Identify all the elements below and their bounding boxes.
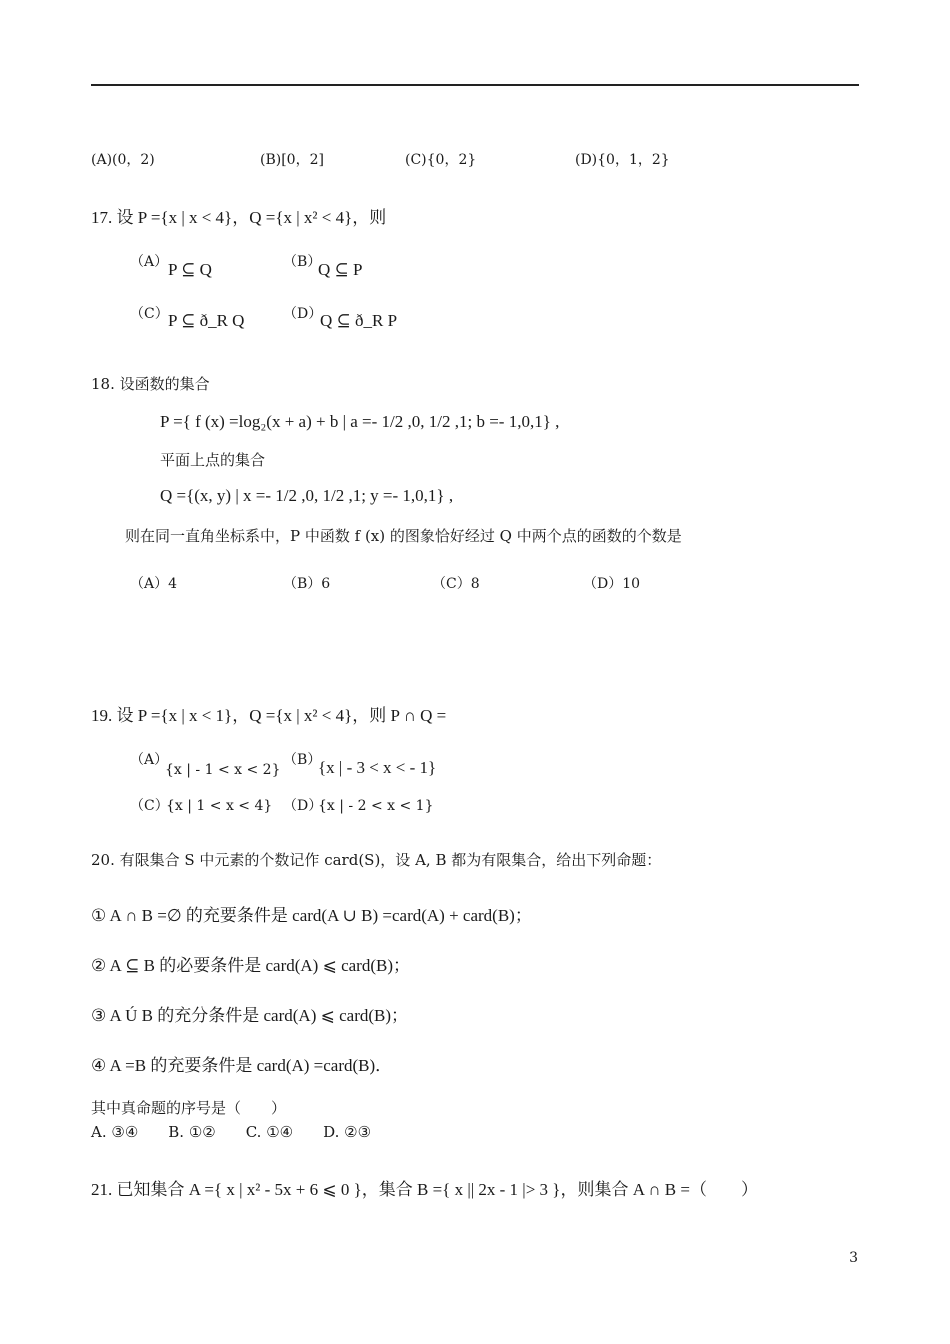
q19-d-label: （D） <box>283 798 323 814</box>
q20-proposition-1: ① A ∩ B =∅ 的充要条件是 card(A ∪ B) =card(A) + card(B)； <box>91 906 532 925</box>
q19-b-label: （B） <box>283 752 322 768</box>
q20-proposition-3: ③ A Ú B 的充分条件是 card(A) ⩽ card(B)； <box>91 1006 409 1025</box>
q18-option-a: （A）4 <box>130 576 178 592</box>
q18-option-b: （B）6 <box>283 576 331 592</box>
q19-option-b: {x | - 3 < x < - 1} <box>318 758 437 777</box>
q20-proposition-4: ④ A =B 的充要条件是 card(A) =card(B)． <box>91 1056 393 1075</box>
q17-d-label: （D） <box>283 306 323 322</box>
q18-q-set: Q ={(x, y) | x =- 1/2 ,0, 1/2 ,1; y =- 1,0,1} , <box>160 486 454 505</box>
page-number: 3 <box>849 1250 858 1266</box>
header-rule <box>91 84 859 86</box>
q18-p-set: P ={ f (x) =log₂(x + a) + b | a =- 1/2 ,0, 1/2 ,1; b =- 1,0,1} , <box>160 412 560 431</box>
q17-option-a: P ⊆ Q <box>168 260 212 279</box>
q16-option-a: (A)(0，2) <box>91 152 155 168</box>
q17-option-c: P ⊆ ð_R Q <box>168 311 245 330</box>
q17-option-d: Q ⊆ ð_R P <box>320 311 398 330</box>
q18-option-d: （D）10 <box>583 576 641 592</box>
q19-option-d: {x | - 2 < x < 1} <box>318 798 434 814</box>
q20-stem: 20. 有限集合 S 中元素的个数记作 card(S)，设 A, B 都为有限集合，给出下列命题： <box>91 851 662 869</box>
q17-stem: 17. 设 P ={x | x < 4}，Q ={x | x² < 4}，则 <box>91 208 387 227</box>
q21-stem: 21. 已知集合 A ={ x | x² - 5x + 6 ⩽ 0 }，集合 B ={ x || 2x - 1 |> 3 }，则集合 A ∩ B =（ ） <box>91 1180 758 1199</box>
q18-stem: 18. 设函数的集合 <box>91 375 210 393</box>
q16-option-c: (C){0，2} <box>405 152 477 168</box>
q19-option-a: {x | - 1 < x < 2} <box>165 762 281 778</box>
q19-c-label: （C） <box>130 798 169 814</box>
q17-option-b: Q ⊆ P <box>318 260 363 279</box>
q17-a-label: （A） <box>130 254 169 270</box>
q18-plane-text: 平面上点的集合 <box>160 451 266 469</box>
q20-question: 其中真命题的序号是（ ） <box>91 1099 287 1117</box>
q19-stem: 19. 设 P ={x | x < 1}，Q ={x | x² < 4}，则 P ∩ Q = <box>91 706 447 725</box>
q16-option-d: (D){0，1，2} <box>575 152 670 168</box>
q19-a-label: （A） <box>130 752 169 768</box>
q16-option-b: (B)[0，2] <box>260 152 324 168</box>
q17-b-label: （B） <box>283 254 322 270</box>
q18-question: 则在同一直角坐标系中，P 中函数 f (x) 的图象恰好经过 Q 中两个点的函数的个数是 <box>125 527 682 545</box>
q18-option-c: （C）8 <box>432 576 480 592</box>
q20-options: A. ③④ B. ①② C. ①④ D. ②③ <box>91 1123 372 1141</box>
q20-proposition-2: ② A ⊆ B 的必要条件是 card(A) ⩽ card(B)； <box>91 956 410 975</box>
q17-c-label: （C） <box>130 306 169 322</box>
q19-option-c: {x | 1 < x < 4} <box>166 798 273 814</box>
